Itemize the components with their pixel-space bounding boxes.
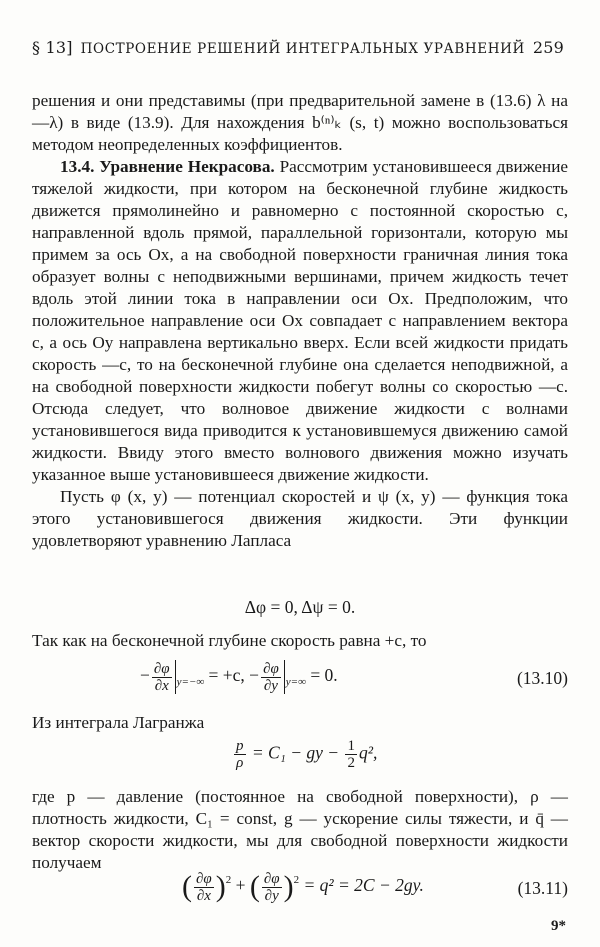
body-text-top	[32, 90, 568, 552]
paragraph-velocity: Так как на бесконечной глубине скорость равна +c, то	[32, 631, 427, 650]
equation-13-10: − $\frac{\partial\varphi}{\partial x}$ $_{y=-\infty}$ = +c, − $\frac{\partial\varphi}{\partial y}$ $_{y=\infty}$ = 0. (13.10)	[140, 660, 568, 694]
paragraph-nekrasov	[32, 156, 568, 486]
equation-13-11: ( $\frac{\partial\varphi}{\partial x}$ )$^2$ + ( $\frac{\partial\varphi}{\partial y}$ )$^2$ = q² = 2C − 2gy. (13.11)	[182, 870, 568, 904]
equation-number-13-11: (13.11)	[517, 878, 568, 898]
running-header	[32, 38, 564, 57]
body-text-definitions	[32, 786, 568, 874]
paragraph-nekrasov-body: Рассмотрим установившееся движение тяжелой жидкости, при котором на бесконечной глубине жидкость движется прямолинейно и равномерно с постоянной скоростью c, направленной вдоль прямой, параллельной горизонтали, которую мы примем за ось Ox, а на свободной поверхности граничная линия тока образует волны с неподвижными вершинами, причем жидкость течет вдоль этой линии тока в направлении оси Ox. Предположим, что положительное направление оси Ox совпадает с направлением вектора c, а ось Oy направлена вертикально вверх. Если всей жидкости придать скорость —c, то на бесконечной глубине она сделается неподвижной, а на свободной поверхности жидкости побегут волны со скоростью —c. Отсюда следует, что волновое движение жидкости с волнами установившегося вида приводится к установившемуся движению самой жидкости. Ввиду этого вместо волнового движения можно изучать указанное выше установившееся движение жидкости.	[32, 157, 569, 484]
paragraph-lagrange: Из интеграла Лагранжа	[32, 713, 205, 732]
lagrange-integral: $\frac{p}{\rho}$ = C₁ − gy − $\frac{1}{2}$ q²,	[236, 738, 378, 771]
signature-mark: 9*	[551, 918, 566, 934]
paragraph-potential: Пусть φ (x, y) — потенциал скоростей и ψ (x, y) — функция тока этого установившегося движения жидкости. Эти функции удовлетворяют уравнению Лапласа	[32, 487, 568, 550]
equation-number-13-10: (13.10)	[516, 668, 568, 688]
paragraph-continuation: решения и они представимы (при предварительной замене в (13.6) λ на —λ) в виде (13.9). Для нахождения b⁽ⁿ⁾ₖ (s, t) можно воспользоваться методом неопределенных коэффициентов.	[32, 91, 568, 154]
laplace-equation: Δφ = 0, Δψ = 0.	[244, 597, 356, 617]
page-number: 259	[532, 38, 564, 57]
subsection-heading: 13.4. Уравнение Некрасова.	[60, 157, 275, 176]
body-text-lagrange	[32, 712, 568, 734]
section-number: § 13]	[32, 38, 73, 57]
body-text-velocity	[32, 630, 568, 652]
paragraph-definitions: где p — давление (постоянное на свободной поверхности), ρ — плотность жидкости, C₁ = const, g — ускорение силы тяжести, и q̄ — вектор скорости жидкости, мы для свободной поверхности жидкости получаем	[32, 787, 568, 872]
header-title: ПОСТРОЕНИЕ РЕШЕНИЙ ИНТЕГРАЛЬНЫХ УРАВНЕНИЙ	[80, 41, 525, 57]
